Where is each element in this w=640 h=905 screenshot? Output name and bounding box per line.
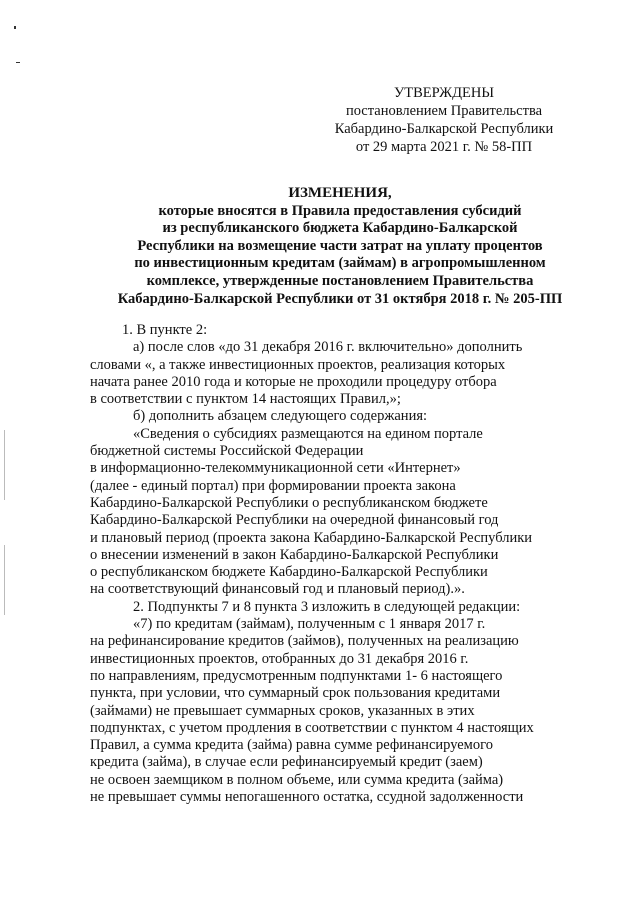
- paragraph-line: инвестиционных проектов, отобранных до 31 декабря 2016 г.: [90, 650, 469, 667]
- paragraph-line: словами «, а также инвестиционных проектов, реализация которых: [90, 356, 506, 373]
- paragraph-line: «Сведения о субсидиях размещаются на едином портале: [133, 425, 483, 442]
- paragraph-line: подпунктах, с учетом продления в соответствии с пунктом 4 настоящих: [90, 719, 534, 736]
- paragraph-line: кредита (займа), в случае если рефинансируемый кредит (заем): [90, 754, 483, 771]
- title-line: из республиканского бюджета Кабардино-Балкарской: [162, 220, 518, 237]
- document-title: [90, 185, 590, 308]
- paragraph-line: на рефинансирование кредитов (займов), полученных на реализацию: [90, 633, 519, 650]
- paragraph-line: 1. В пункте 2:: [122, 322, 208, 338]
- approval-line: от 29 марта 2021 г. № 58-ПП: [355, 139, 533, 155]
- title-line: комплексе, утвержденные постановлением Правительства: [146, 272, 534, 289]
- title-line: Республики на возмещение части затрат на уплату процентов: [137, 237, 543, 254]
- scan-mark: [4, 430, 5, 500]
- approval-line: постановлением Правительства: [345, 103, 543, 119]
- paragraph-line: не превышает суммы непогашенного остатка, ссудной задолженности: [90, 789, 524, 806]
- scan-mark: [14, 26, 16, 29]
- paragraph-line: а) после слов «до 31 декабря 2016 г. включительно» дополнить: [133, 339, 523, 356]
- title-line: по инвестиционным кредитам (займам) в агропромышленном: [134, 255, 546, 272]
- paragraph-line: не освоен заемщиком в полном объеме, или сумма кредита (займа): [90, 771, 504, 788]
- title-heading: ИЗМЕНЕНИЯ,: [288, 185, 392, 201]
- paragraph-line: б) дополнить абзацем следующего содержания:: [133, 408, 428, 425]
- paragraph-line: Правил, а сумма кредита (займа) равна сумме рефинансируемого: [90, 737, 493, 754]
- title-line: Кабардино-Балкарской Республики от 31 октября 2018 г. № 205-ПП: [117, 290, 563, 307]
- scan-mark: [16, 62, 20, 63]
- scan-mark: [4, 545, 5, 615]
- paragraph-line: о внесении изменений в закон Кабардино-Балкарской Республики: [90, 546, 499, 563]
- approval-line: Кабардино-Балкарской Республики: [334, 121, 554, 137]
- paragraph-line: Кабардино-Балкарской Республики на очередной финансовый год: [90, 512, 499, 529]
- paragraph-line: пункта, при условии, что суммарный срок пользования кредитами: [90, 685, 501, 702]
- paragraph-line: (займами) не превышает суммарных сроков, указанных в этих: [90, 702, 475, 719]
- approval-stamp: [320, 84, 568, 156]
- paragraph-line: по направлениям, предусмотренным подпунктами 1- 6 настоящего: [90, 667, 503, 684]
- paragraph-line: бюджетной системы Российской Федерации: [90, 443, 364, 460]
- paragraph-line: (далее - единый портал) при формировании проекта закона: [90, 477, 456, 494]
- title-line: которые вносятся в Правила предоставления субсидий: [158, 202, 522, 219]
- paragraph-line: о республиканском бюджете Кабардино-Балкарской Республики: [90, 564, 488, 581]
- paragraph-line: 2. Подпункты 7 и 8 пункта 3 изложить в следующей редакции:: [133, 598, 521, 615]
- paragraph-line: начата ранее 2010 года и которые не проходили процедуру отбора: [90, 373, 497, 390]
- paragraph-line: в информационно-телекоммуникационной сети «Интернет»: [90, 460, 461, 477]
- paragraph-line: «7) по кредитам (займам), полученным с 1 января 2017 г.: [133, 616, 486, 633]
- paragraph-line: в соответствии с пунктом 14 настоящих Правил,»;: [90, 391, 401, 408]
- document-body: [90, 322, 566, 806]
- paragraph-line: Кабардино-Балкарской Республики о республиканском бюджете: [90, 494, 488, 511]
- paragraph-line: и плановый период (проекта закона Кабардино-Балкарской Республики: [90, 529, 533, 546]
- approval-line: УТВЕРЖДЕНЫ: [393, 85, 495, 101]
- paragraph-line: на соответствующий финансовый год и плановый период).».: [90, 581, 465, 598]
